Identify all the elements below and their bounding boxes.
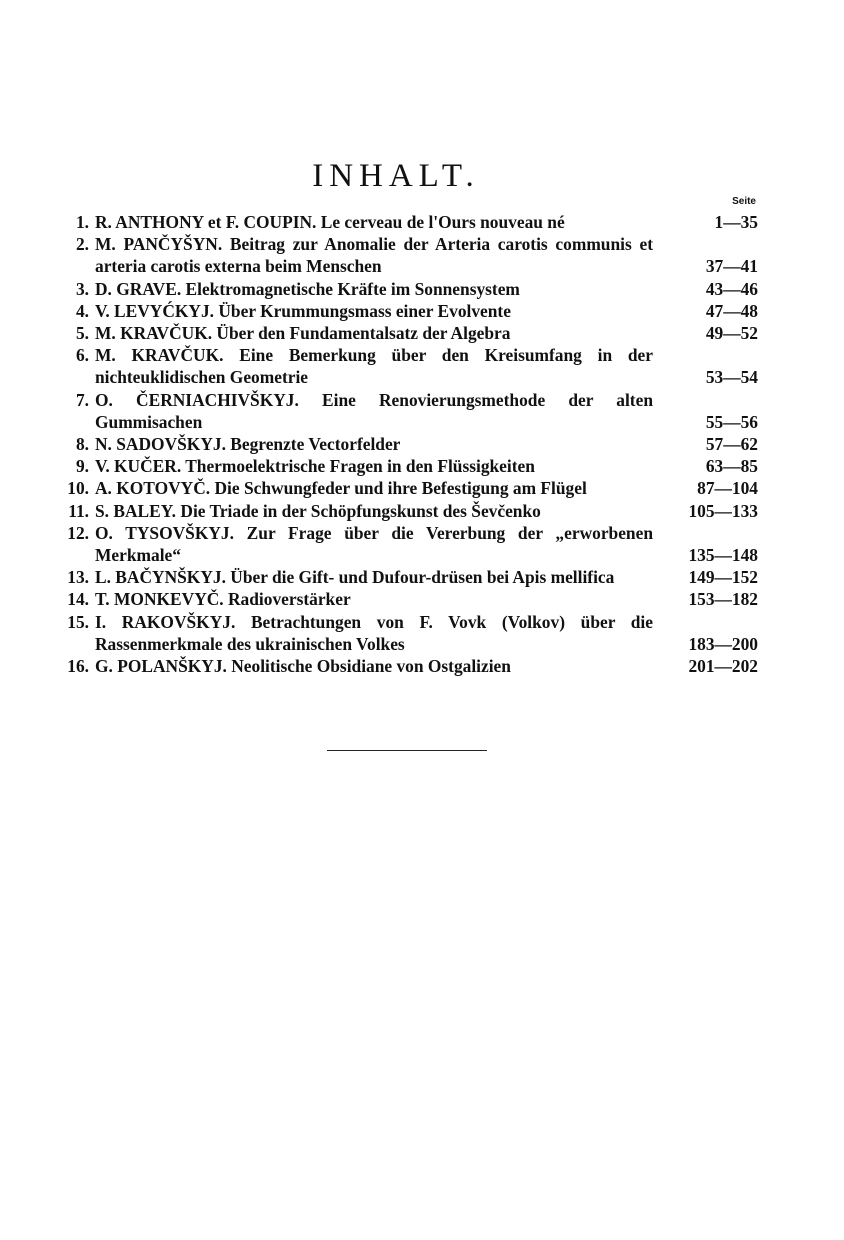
- toc-entry: [58, 477, 758, 499]
- entry-number: 6.: [75, 345, 89, 366]
- entry-title: S. BALEY. Die Triade in der Schöpfungskunst des Ševčenko: [95, 500, 541, 521]
- toc-entry: [58, 588, 758, 610]
- toc-entry: [58, 611, 758, 655]
- entry-pages: 149—152: [688, 567, 758, 588]
- entry-pages: 183—200: [688, 633, 758, 654]
- entry-title: R. ANTHONY et F. COUPIN. Le cerveau de l'Ours nouveau né: [95, 212, 565, 232]
- entry-number: 8.: [75, 434, 89, 455]
- table-of-contents: [58, 211, 758, 677]
- toc-entry: [58, 344, 758, 388]
- entry-number: 3.: [75, 278, 89, 299]
- entry-title: M. PANČYŠYN. Beitrag zur Anomalie der Arteria carotis communis et arteria carotis externa beim Menschen: [95, 234, 653, 277]
- entry-pages: 153—182: [688, 589, 758, 610]
- entry-title: O. ČERNIACHIVŠKYJ. Eine Renovierungsmethode der alten Gummisachen: [95, 389, 653, 432]
- entry-pages: 53—54: [705, 367, 758, 388]
- toc-entry: [58, 389, 758, 433]
- entry-title: A. KOTOVYČ. Die Schwungfeder und ihre Befestigung am Flügel: [95, 478, 587, 499]
- entry-pages: 47—48: [705, 300, 758, 321]
- entry-number: 14.: [67, 589, 89, 610]
- entry-pages: 63—85: [705, 456, 758, 477]
- entry-title: M. KRAVČUK. Über den Fundamentalsatz der Algebra: [95, 323, 511, 344]
- toc-entry: [58, 211, 758, 233]
- entry-title: T. MONKEVYČ. Radioverstärker: [95, 589, 351, 610]
- entry-pages: 87—104: [697, 478, 758, 499]
- entry-number: 15.: [67, 611, 89, 632]
- pages-column-header: Seite: [732, 196, 756, 207]
- entry-title: N. SADOVŠKYJ. Begrenzte Vectorfelder: [95, 434, 401, 455]
- entry-number: 1.: [75, 212, 89, 232]
- entry-number: 12.: [67, 522, 89, 543]
- toc-entry: [58, 278, 758, 300]
- entry-number: 4.: [75, 300, 89, 321]
- entry-number: 10.: [67, 478, 89, 499]
- entry-pages: 43—46: [705, 278, 758, 299]
- toc-entry: [58, 455, 758, 477]
- entry-title: D. GRAVE. Elektromagnetische Kräfte im Sonnensystem: [95, 278, 520, 299]
- entry-pages: 37—41: [705, 256, 758, 277]
- entry-pages: 1—35: [714, 212, 758, 232]
- entry-title: G. POLANŠKYJ. Neolitische Obsidiane von Ostgalizien: [95, 656, 511, 677]
- divider: [327, 750, 487, 751]
- page-title: INHALT.: [312, 158, 480, 194]
- entry-title: V. KUČER. Thermoelektrische Fragen in den Flüssigkeiten: [95, 456, 535, 477]
- entry-title: I. RAKOVŠKYJ. Betrachtungen von F. Vovk (Volkov) über die Rassenmerkmale des ukrainischen Volkes: [95, 611, 653, 654]
- entry-pages: 105—133: [688, 500, 758, 521]
- entry-number: 2.: [75, 234, 89, 255]
- entry-number: 9.: [75, 456, 89, 477]
- toc-entry: [58, 566, 758, 588]
- entry-pages: 55—56: [705, 411, 758, 432]
- toc-entry: [58, 500, 758, 522]
- toc-entry: [58, 300, 758, 322]
- entry-number: 13.: [67, 567, 89, 588]
- entry-title: V. LEVYĆKYJ. Über Krummungsmass einer Evolvente: [95, 300, 511, 321]
- toc-entry: [58, 322, 758, 344]
- entry-title: O. TYSOVŠKYJ. Zur Frage über die Vererbung der „erworbenen Merkmale“: [95, 522, 653, 566]
- entry-number: 16.: [67, 656, 89, 677]
- entry-pages: 201—202: [688, 656, 758, 677]
- toc-entry: [58, 655, 758, 677]
- entry-title: M. KRAVČUK. Eine Bemerkung über den Kreisumfang in der nichteuklidischen Geometrie: [95, 345, 653, 388]
- toc-entry: [58, 233, 758, 277]
- entry-pages: 135—148: [688, 545, 758, 566]
- entry-number: 7.: [75, 389, 89, 410]
- entry-pages: 57—62: [705, 434, 758, 455]
- entry-number: 11.: [68, 500, 89, 521]
- entry-pages: 49—52: [705, 323, 758, 344]
- toc-entry: [58, 522, 758, 566]
- entry-title: L. BAČYNŠKYJ. Über die Gift- und Dufour-drüsen bei Apis mellifica: [95, 567, 615, 588]
- toc-entry: [58, 433, 758, 455]
- entry-number: 5.: [75, 323, 89, 344]
